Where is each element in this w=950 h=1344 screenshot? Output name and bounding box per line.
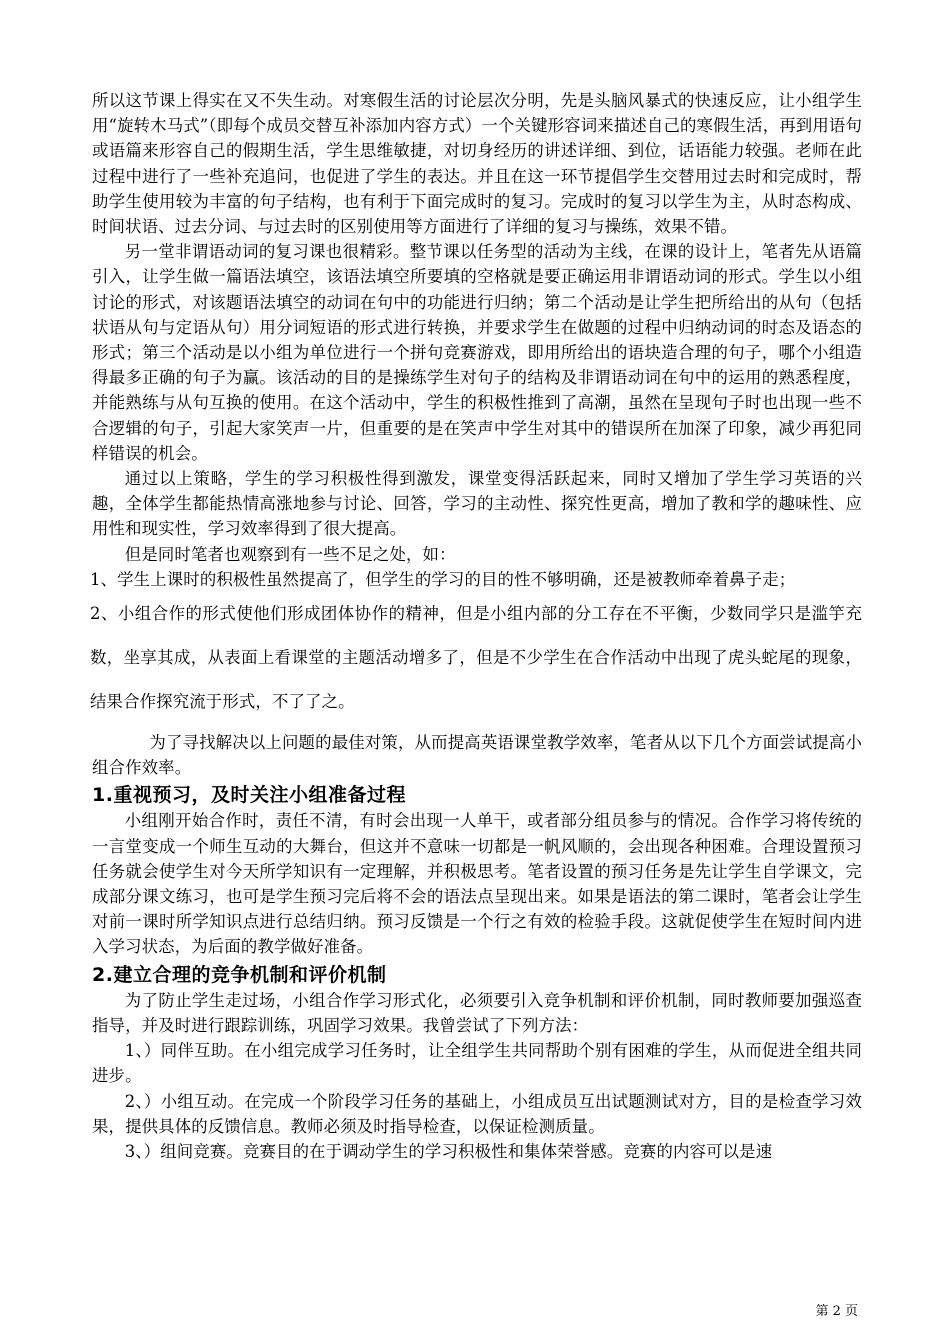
paragraph-solutions-intro: 为了寻找解决以上问题的最佳对策，从而提高英语课堂教学效率，笔者从以下几个方面尝试提高小组合作效率。: [92, 733, 862, 778]
section-heading-1: 1.重视预习，及时关注小组准备过程: [92, 784, 406, 807]
section-body-2: 为了防止学生走过场，小组合作学习形式化，必须要引入竞争机制和评价机制，同时教师要加强巡查指导，并及时进行跟踪训练，巩固学习效果。我曾尝试了下列方法：: [92, 990, 862, 1035]
paragraph-holiday-discussion: 所以这节课上得实在又不失生动。对寒假生活的讨论层次分明，先是头脑风暴式的快速反应，让小组学生用“旋转木马式”（即每个成员交替互补添加内容方式）一个关键形容词来描述自己的寒假生活，再到用语句或语篇来形容自己的假期生活，学生思维敏捷，对切身经历的讲述详细、到位，话语能力较强。老师在此过程中进行了一些补充追问，也促进了学生的表达。并且在这一环节提倡学生交替用过去时和完成时，帮助学生使用较为丰富的句子结构，也有利于下面完成时的复习。完成时的复习以学生为主，从时态构成、时间状语、过去分词、与过去时的区别使用等方面进行了详细的复习与操练，效果不错。: [92, 91, 862, 237]
paragraph-nonfinite-verbs: 另一堂非谓语动词的复习课也很精彩。整节课以任务型的活动为主线，在课的设计上，笔者先从语篇引入，让学生做一篇语法填空，该语法填空所要填的空格就是要正确运用非谓语动词的形式。学生以小组讨论的形式，对该题语法填空的动词在句中的功能进行归纳；第二个活动是让学生把所给出的从句（包括状语从句与定语从句）用分词短语的形式进行转换，并要求学生在做题的过程中归纳动词的时态及语态的形式；第三个活动是以小组为单位进行一个拼句竞赛游戏，即用所给出的语块造合理的句子，哪个小组造得最多正确的句子为赢。该活动的目的是操练学生对句子的结构及非谓语动词在句中的运用的熟悉程度，并能熟练与从句互换的使用。在这个活动中，学生的积极性推到了高潮，虽然在呈现句子时也出现一些不合逻辑的句子，引起大家笑声一片，但重要的是在笑声中学生对其中的错误所在加深了印象，减少再犯同样错误的机会。: [92, 242, 862, 463]
method-item-2: 2、）小组互动。在完成一个阶段学习任务的基础上，小组成员互出试题测试对方，目的是检查学习效果，提供具体的反馈信息。教师必须及时指导检查，以保证检测质量。: [92, 1091, 862, 1136]
paragraph-shortcomings-intro: 但是同时笔者也观察到有一些不足之处，如：: [124, 544, 456, 564]
issue-item-1: 1、学生上课时的积极性虽然提高了，但学生的学习的目的性不够明确，还是被教师牵着鼻子走；: [90, 569, 796, 589]
document-body: [92, 88, 862, 1164]
paragraph-strategy-results: 通过以上策略，学生的学习积极性得到激发，课堂变得活跃起来，同时又增加了学生学习英语的兴趣，全体学生都能热情高涨地参与讨论、回答，学习的主动性、探究性更高，增加了教和学的趣味性、应用性和现实性，学习效率得到了很大提高。: [92, 469, 862, 539]
section-heading-2: 2.建立合理的竞争机制和评价机制: [92, 963, 387, 986]
method-item-1: 1、）同伴互助。在小组完成学习任务时，让全组学生共同帮助个别有困难的学生，从而促进全组共同进步。: [92, 1041, 862, 1086]
section-body-1: 小组刚开始合作时，责任不清，有时会出现一人单干，或者部分组员参与的情况。合作学习将传统的一言堂变成一个师生互动的大舞台，但这并不意味一切都是一帆风顺的，会出现各种困难。合理设置预习任务就会使学生对今天所学知识有一定理解，并积极思考。笔者设置的预习任务是先让学生自学课文，完成部分课文练习，也可是学生预习完后将不会的语法点呈现出来。如果是语法的第二课时，笔者会让学生对前一课时所学知识点进行总结归纳。预习反馈是一个行之有效的检验手段。这就促使学生在短时间内进入学习状态，为后面的教学做好准备。: [92, 811, 862, 957]
page-number: 第 2 页: [815, 1304, 858, 1319]
issue-item-2: 2、小组合作的形式使他们形成团体协作的精神，但是小组内部的分工存在不平衡，少数同学只是滥竽充数，坐享其成，从表面上看课堂的主题活动增多了，但是不少学生在合作活动中出现了虎头蛇尾的现象，结果合作探究流于形式，不了了之。: [90, 604, 862, 712]
method-item-3: 3、）组间竞赛。竞赛目的在于调动学生的学习积极性和集体荣誉感。竞赛的内容可以是速: [124, 1141, 773, 1161]
